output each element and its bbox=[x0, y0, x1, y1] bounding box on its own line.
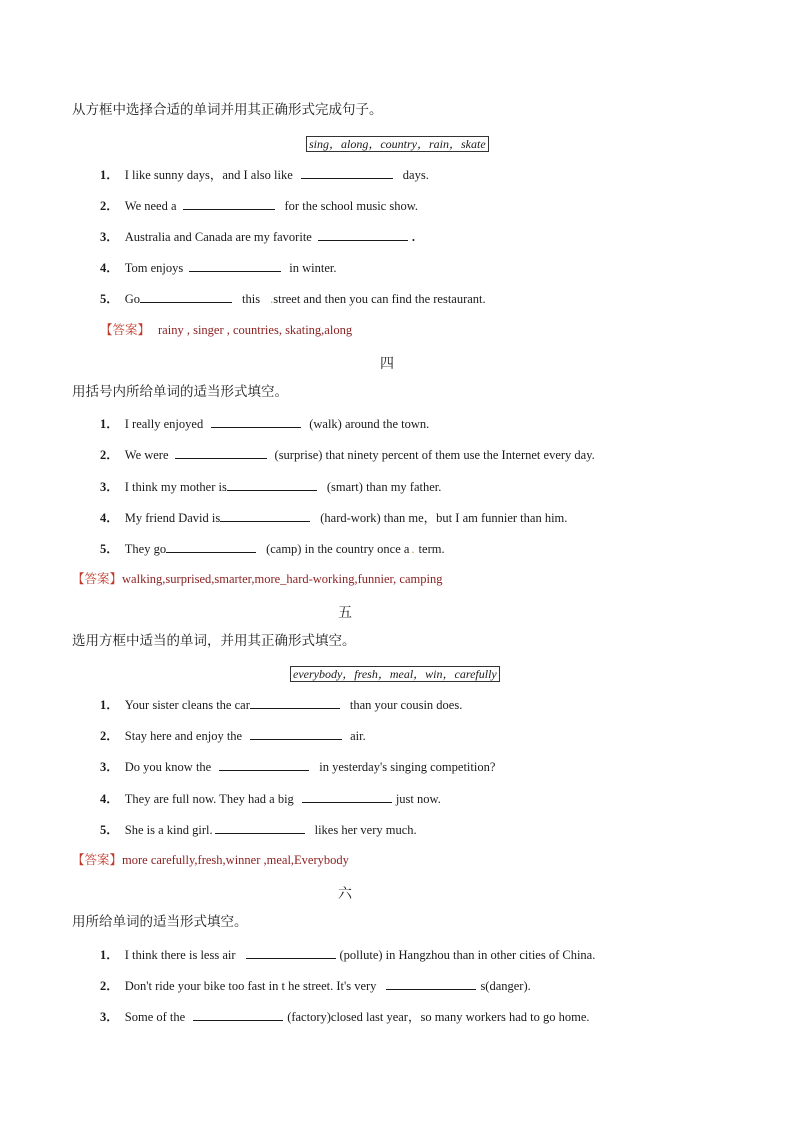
question-text: I think there is less air bbox=[124, 948, 236, 962]
question-s4-5 bbox=[100, 540, 445, 557]
question-text: Tom enjoys bbox=[124, 261, 184, 275]
question-text: . bbox=[411, 542, 415, 556]
question-number: 5． bbox=[100, 292, 119, 306]
question-text: My friend David is bbox=[124, 511, 221, 525]
answer-blank[interactable] bbox=[189, 259, 281, 272]
question-text: Don't ride your bike too fast in t he street. It's very bbox=[124, 979, 377, 993]
question-text: Australia and Canada are my favorite bbox=[124, 230, 312, 244]
question-text: They are full now. They had a big bbox=[124, 792, 294, 806]
question-s3-2 bbox=[100, 197, 418, 214]
answer-blank[interactable] bbox=[227, 478, 317, 491]
answer-text: walking,surprised,smarter,more_hard-working,funnier, camping bbox=[122, 572, 443, 586]
question-number: 4． bbox=[100, 261, 119, 275]
section-heading-4: 四 bbox=[380, 357, 394, 372]
question-text: (surprise) that ninety percent of them use the Internet every day. bbox=[274, 448, 595, 462]
answer-tag: 【答案】 bbox=[72, 572, 123, 586]
question-number: 5． bbox=[100, 542, 119, 556]
question-number: 1． bbox=[100, 698, 119, 712]
question-text: for the school music show. bbox=[284, 199, 419, 213]
question-text: this bbox=[242, 292, 261, 306]
question-s3-1 bbox=[100, 166, 429, 183]
question-number: 2． bbox=[100, 199, 119, 213]
question-number: 5． bbox=[100, 823, 119, 837]
question-text: (pollute) in Hangzhou than in other cities of China. bbox=[339, 948, 596, 962]
answer-blank[interactable] bbox=[166, 540, 256, 553]
question-number: 3． bbox=[100, 230, 119, 244]
word-box-s5: everybody，fresh，meal，win，carefully bbox=[290, 666, 500, 682]
question-number: 2． bbox=[100, 979, 119, 993]
question-text: (camp) in the country once a bbox=[266, 542, 410, 556]
question-text: air. bbox=[350, 729, 366, 743]
question-text: Do you know the bbox=[124, 760, 212, 774]
question-s5-1 bbox=[100, 696, 462, 713]
instruction-s5: 选用方框中适当的单词，并用其正确形式填空。 bbox=[72, 633, 356, 648]
question-text: (smart) than my father. bbox=[326, 480, 442, 494]
answer-blank[interactable] bbox=[318, 228, 408, 241]
question-s4-2 bbox=[100, 446, 595, 463]
question-text: in yesterday's singing competition? bbox=[319, 760, 496, 774]
answer-blank[interactable] bbox=[220, 509, 310, 522]
answer-blank[interactable] bbox=[175, 446, 267, 459]
question-number: 4． bbox=[100, 792, 119, 806]
answer-blank[interactable] bbox=[386, 977, 476, 990]
question-text: (walk) around the town. bbox=[309, 417, 430, 431]
question-text: likes her very much. bbox=[314, 823, 417, 837]
question-s3-5 bbox=[100, 290, 486, 307]
question-text: She is a kind girl. bbox=[124, 823, 213, 837]
question-number: 3． bbox=[100, 760, 119, 774]
answer-text: rainy , singer , countries, skating,along bbox=[158, 323, 353, 337]
question-text: We were bbox=[124, 448, 169, 462]
question-s4-3 bbox=[100, 478, 441, 495]
word-box-s3: sing，along，country，rain，skate bbox=[306, 136, 489, 152]
question-text: Your sister cleans the car bbox=[124, 698, 250, 712]
instruction-s4: 用括号内所给单词的适当形式填空。 bbox=[72, 384, 288, 399]
question-text: . bbox=[411, 230, 415, 244]
question-s3-4 bbox=[100, 259, 336, 276]
answer-tag: 【答案】 bbox=[100, 323, 151, 337]
answer-tag: 【答案】 bbox=[72, 853, 123, 867]
question-s4-4 bbox=[100, 509, 567, 526]
question-text: s(danger). bbox=[480, 979, 531, 993]
question-number: 1． bbox=[100, 948, 119, 962]
answer-blank[interactable] bbox=[250, 696, 340, 709]
question-text: . bbox=[270, 292, 274, 306]
question-s3-3 bbox=[100, 228, 415, 245]
answer-blank[interactable] bbox=[246, 946, 336, 959]
question-s5-2 bbox=[100, 727, 366, 744]
answer-blank[interactable] bbox=[193, 1008, 283, 1021]
answer-blank[interactable] bbox=[301, 166, 393, 179]
question-text: We need a bbox=[124, 199, 177, 213]
question-s5-4 bbox=[100, 790, 441, 807]
question-text: term. bbox=[418, 542, 445, 556]
answer-blank[interactable] bbox=[183, 197, 275, 210]
answer-text: more carefully,fresh,winner ,meal,Everybody bbox=[122, 853, 349, 867]
question-text: I really enjoyed bbox=[124, 417, 204, 431]
question-text: street and then you can find the restaurant. bbox=[273, 292, 486, 306]
question-number: 4． bbox=[100, 511, 119, 525]
section-heading-5: 五 bbox=[338, 606, 352, 621]
answer-line-s5 bbox=[72, 852, 349, 868]
question-text: They go bbox=[124, 542, 167, 556]
question-text: I think my mother is bbox=[124, 480, 227, 494]
question-s6-1 bbox=[100, 946, 595, 963]
question-number: 1． bbox=[100, 168, 119, 182]
question-s5-3 bbox=[100, 758, 495, 775]
question-number: 2． bbox=[100, 448, 119, 462]
answer-blank[interactable] bbox=[140, 290, 232, 303]
answer-line-s4 bbox=[72, 571, 442, 587]
question-number: 1． bbox=[100, 417, 119, 431]
question-number: 3． bbox=[100, 480, 119, 494]
answer-blank[interactable] bbox=[250, 727, 342, 740]
question-text: just now. bbox=[395, 792, 441, 806]
answer-blank[interactable] bbox=[219, 758, 309, 771]
question-text: days. bbox=[402, 168, 429, 182]
section-heading-6: 六 bbox=[338, 887, 352, 902]
question-s6-3 bbox=[100, 1008, 590, 1025]
instruction-s6: 用所给单词的适当形式填空。 bbox=[72, 914, 248, 929]
answer-blank[interactable] bbox=[302, 790, 392, 803]
question-s4-1 bbox=[100, 415, 429, 432]
question-text: in winter. bbox=[289, 261, 337, 275]
question-text: Some of the bbox=[124, 1010, 186, 1024]
answer-line-s3 bbox=[100, 322, 352, 338]
question-number: 3． bbox=[100, 1010, 119, 1024]
question-s6-2 bbox=[100, 977, 531, 994]
question-number: 2． bbox=[100, 729, 119, 743]
question-text: Stay here and enjoy the bbox=[124, 729, 243, 743]
instruction-s3: 从方框中选择合适的单词并用其正确形式完成句子。 bbox=[72, 102, 383, 117]
question-text: than your cousin does. bbox=[349, 698, 463, 712]
question-text: (factory)closed last year，so many workers had to go home. bbox=[287, 1010, 590, 1024]
answer-blank[interactable] bbox=[211, 415, 301, 428]
question-text: I like sunny days，and I also like bbox=[124, 168, 293, 182]
question-text: Go bbox=[124, 292, 141, 306]
answer-blank[interactable] bbox=[215, 821, 305, 834]
question-s5-5 bbox=[100, 821, 417, 838]
question-text: (hard-work) than me，but I am funnier than him. bbox=[320, 511, 568, 525]
